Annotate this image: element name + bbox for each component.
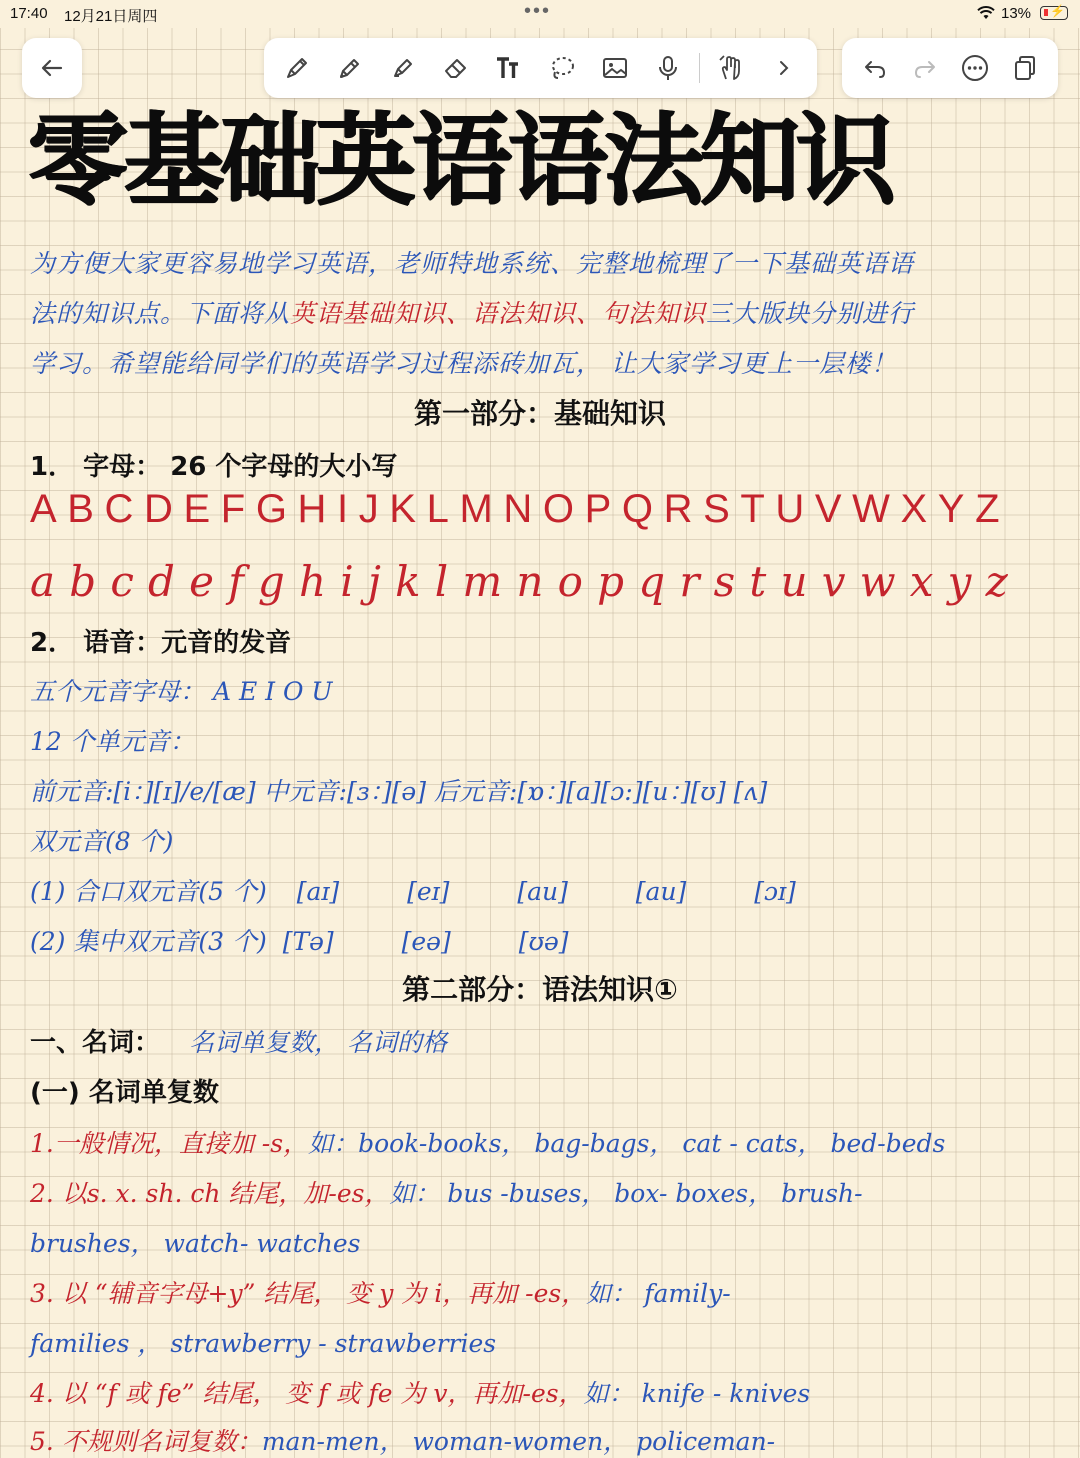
diphthong-au: [au] xyxy=(517,877,568,906)
intro-highlight: 英语基础知识、语法知识、句法知识 xyxy=(290,299,707,328)
diphthong-oi: [ɔɪ] xyxy=(754,877,796,906)
vowel-letters: 五个元音字母： A E I O U xyxy=(30,677,333,706)
toolbar-tools xyxy=(264,38,817,98)
monophthong-count: 12 个单元音： xyxy=(30,727,195,756)
eraser-icon[interactable] xyxy=(434,46,478,90)
centring-diphthongs-label: (2) 集中双元音(3 个) xyxy=(30,927,267,956)
wifi-icon xyxy=(977,6,995,24)
highlighter-icon[interactable] xyxy=(381,46,425,90)
lowercase-alphabet: abcdefghijklmnopqrstuvwxyz xyxy=(30,557,1022,606)
rule-3-examples: 如： family- xyxy=(586,1279,731,1308)
section-part1-title: 第一部分：基础知识 xyxy=(413,397,666,430)
intro-line-2 xyxy=(30,294,914,330)
battery-icon: ⚡ xyxy=(1040,6,1068,20)
uppercase-alphabet: ABCDEFGHIJKLMNOPQRSTUVWXYZ xyxy=(30,487,1011,531)
rule-1-examples: 如：book-books， bag-bags， cat - cats， bed-beds xyxy=(308,1129,946,1158)
rule-5-examples: man-men， woman-women， policeman- xyxy=(261,1427,776,1456)
chevron-right-icon[interactable] xyxy=(762,46,806,90)
toolbar-divider xyxy=(699,53,700,83)
back-arrow-icon[interactable] xyxy=(30,46,74,90)
intro-line-2c: 三大版块分别进行 xyxy=(706,299,915,328)
rule-4-examples: 如： knife - knives xyxy=(583,1379,811,1408)
undo-icon[interactable] xyxy=(853,46,897,90)
diphthong-ei: [eɪ] xyxy=(407,877,450,906)
rule-3-text: 3. 以 “辅音字母+y” 结尾， 变 y 为 i，再加 -es， xyxy=(30,1279,587,1308)
image-icon[interactable] xyxy=(593,46,637,90)
status-time: 17:40 xyxy=(10,5,48,22)
centring-diphthongs xyxy=(30,922,569,958)
intro-line-1: 为方便大家更容易地学习英语，老师特地系统、完整地梳理了一下基础英语语 xyxy=(30,249,915,278)
intro-line-2a: 法的知识点。下面将从 xyxy=(30,299,291,328)
pages-icon[interactable] xyxy=(1003,46,1047,90)
text-tool-icon[interactable] xyxy=(487,46,531,90)
redo-icon[interactable] xyxy=(903,46,947,90)
toolbar-right xyxy=(842,38,1058,98)
rule-2-examples-cont: brushes， watch- watches xyxy=(30,1229,361,1258)
rule-3-examples-cont: families ， strawberry - strawberries xyxy=(30,1329,497,1358)
rule-5-text: 5. 不规则名词复数： xyxy=(30,1427,262,1456)
rule-1 xyxy=(30,1124,945,1160)
status-bar xyxy=(0,0,1080,28)
section-part2-title: 第二部分：语法知识① xyxy=(402,973,678,1006)
page-title: 零基础英语语法知识 xyxy=(28,102,892,219)
diphthong-count: 双元音(8 个) xyxy=(30,827,174,856)
rule-2-examples: 如： bus -buses， box- boxes， brush- xyxy=(389,1179,863,1208)
microphone-icon[interactable] xyxy=(646,46,690,90)
letters-heading: 1． 字母： 26 个字母的大小写 xyxy=(30,452,398,482)
closing-diphthongs-label: (1) 合口双元音(5 个) xyxy=(30,877,267,906)
rule-5 xyxy=(30,1422,775,1458)
rule-4 xyxy=(30,1374,810,1410)
closing-diphthongs xyxy=(30,872,796,908)
noun-heading: 一、名词： xyxy=(30,1028,161,1058)
noun-line xyxy=(30,1022,447,1059)
toolbar-left xyxy=(22,38,82,98)
rule-1-text: 1.一般情况，直接加 -s， xyxy=(30,1129,309,1158)
more-icon[interactable] xyxy=(953,46,997,90)
noun-topics: 名词单复数， 名词的格 xyxy=(189,1028,448,1057)
battery-percent: 13% xyxy=(1001,5,1032,22)
rule-3 xyxy=(30,1274,731,1310)
diphthong-ie: [Tə] xyxy=(282,927,334,956)
diphthong-ai: [aɪ] xyxy=(296,877,340,906)
lasso-icon[interactable] xyxy=(540,46,584,90)
diphthong-au-2: [au] xyxy=(635,877,687,906)
rule-2-text: 2. 以s. x. sh. ch 结尾，加-es， xyxy=(30,1179,390,1208)
status-date: 12月21日周四 xyxy=(64,8,158,25)
hand-gesture-icon[interactable] xyxy=(709,46,753,90)
rule-2 xyxy=(30,1174,863,1210)
vowels-heading: 2． 语音：元音的发音 xyxy=(30,628,292,658)
pencil-icon[interactable] xyxy=(328,46,372,90)
monophthong-list: 前元音:[i：][ɪ]/e/[æ] 中元音:[ɜ：][ə] 后元音:[ɒ：][a][ɔ:][u：][ʊ] [ʌ] xyxy=(30,777,768,806)
rule-4-text: 4. 以 “f 或 fe” 结尾， 变 f 或 fe 为 v，再加-es， xyxy=(30,1379,584,1408)
pen-icon[interactable] xyxy=(275,46,319,90)
diphthong-ua: [ʊə] xyxy=(518,927,569,956)
intro-line-3: 学习。希望能给同学们的英语学习过程添砖加瓦， 让大家学习更上一层楼！ xyxy=(30,349,897,378)
multitask-dots-icon[interactable]: ••• xyxy=(524,0,552,22)
plural-subheading: (一) 名词单复数 xyxy=(30,1078,219,1108)
diphthong-ea: [eə] xyxy=(401,927,451,956)
